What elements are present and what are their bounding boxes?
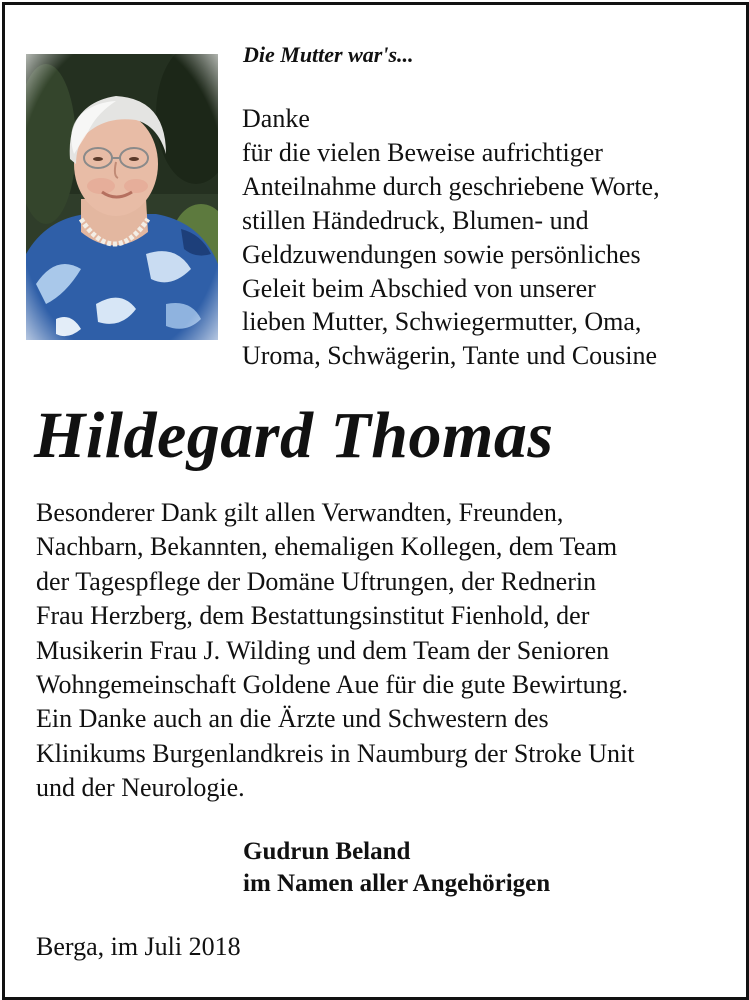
portrait-photo <box>26 54 218 340</box>
signature-subtitle: im Namen aller Angehörigen <box>243 870 551 897</box>
intro-line: lieben Mutter, Schwiegermutter, Oma, <box>242 307 642 337</box>
intro-line: Uroma, Schwägerin, Tante und Cousine <box>242 341 658 371</box>
intro-line: stillen Händedruck, Blumen- und <box>242 205 589 235</box>
thanks-line: der Tagespflege der Domäne Uftrungen, der Rednerin <box>36 566 597 596</box>
signature-name: Gudrun Beland <box>243 838 411 865</box>
thanks-line: Wohngemeinschaft Goldene Aue für die gute Bewirtung. <box>36 670 629 700</box>
deceased-name: Hildegard Thomas <box>34 399 554 472</box>
intro-line: Geldzuwendungen sowie persönliches <box>242 239 641 269</box>
portrait-illustration <box>26 54 218 340</box>
headline: Die Mutter war's... <box>243 42 414 67</box>
place-date: Berga, im Juli 2018 <box>36 932 241 961</box>
thanks-line: und der Neurologie. <box>36 773 245 803</box>
intro-line: Danke <box>242 104 310 133</box>
thanks-line: Musikerin Frau J. Wilding und dem Team der Senioren <box>36 635 610 665</box>
intro-line: Geleit beim Abschied von unserer <box>242 273 596 303</box>
thanks-line: Klinikums Burgenlandkreis in Naumburg der Stroke Unit <box>36 738 635 768</box>
thanks-line: Frau Herzberg, dem Bestattungsinstitut Fienhold, der <box>36 601 590 631</box>
intro-text <box>242 102 742 373</box>
signature <box>243 836 550 900</box>
intro-line: Anteilnahme durch geschriebene Worte, <box>242 171 660 201</box>
thanks-line: Besonderer Dank gilt allen Verwandten, Freunden, <box>36 498 564 527</box>
thanks-line: Ein Danke auch an die Ärzte und Schwestern des <box>36 704 549 734</box>
intro-line: für die vielen Beweise aufrichtiger <box>242 137 603 167</box>
thanks-text <box>36 496 736 806</box>
thanks-line: Nachbarn, Bekannten, ehemaligen Kollegen, dem Team <box>36 532 618 562</box>
